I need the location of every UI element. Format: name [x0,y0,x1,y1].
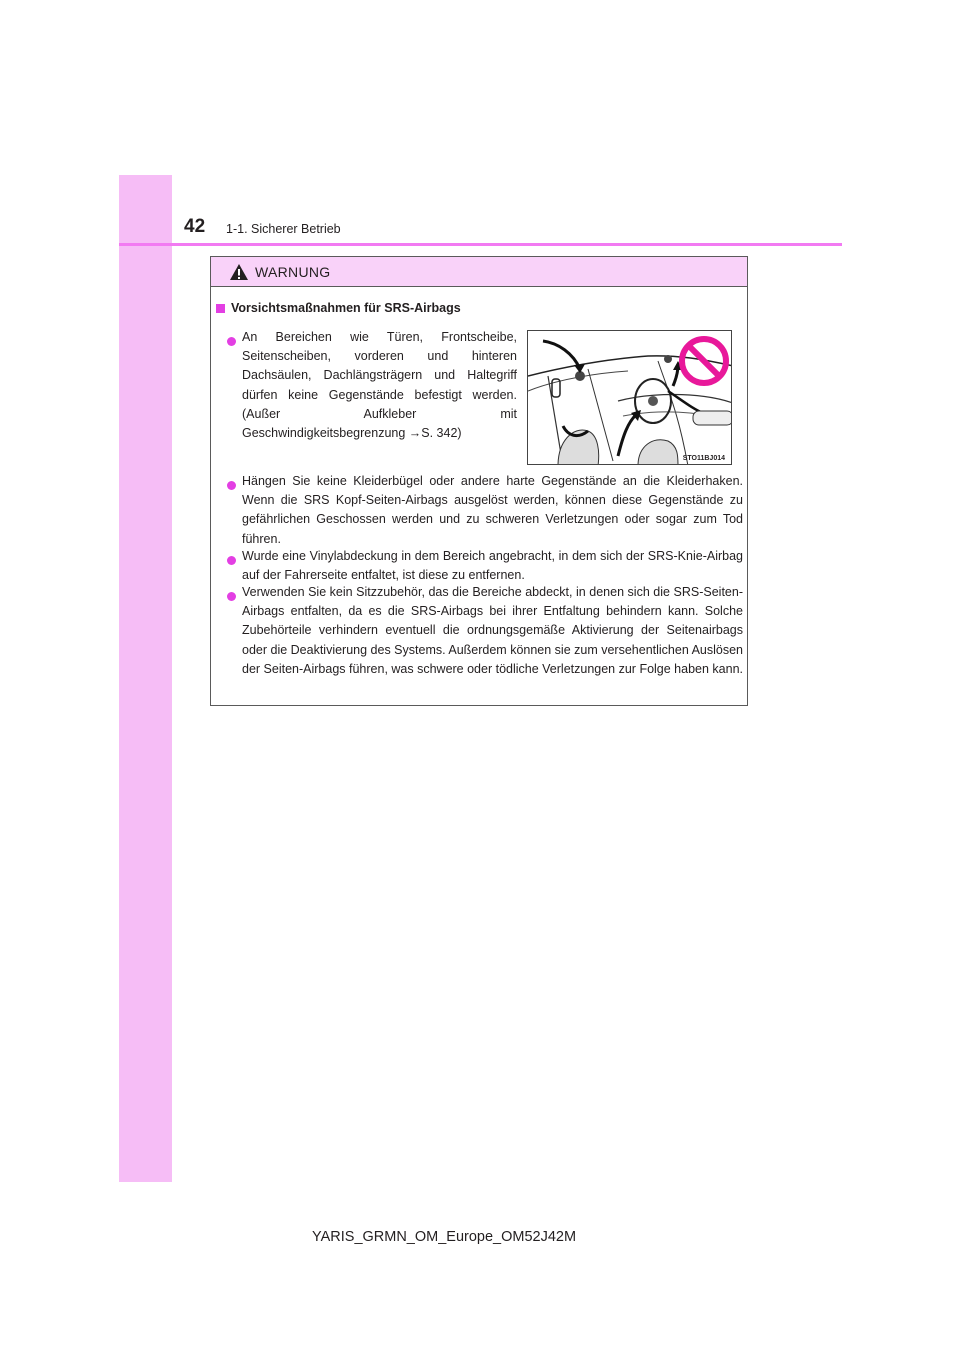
airbag-area-illustration [527,330,732,465]
warning-box [210,256,748,706]
warning-item-1: An Bereichen wie Türen, Frontscheibe, Seitenscheiben, vorderen und hinteren Dachsäulen, Dachlängsträgern und Haltegriff dürfen keine Gegenstände befestigt werden. (Außer Aufkleber mit Geschwindigkeitsbegrenzung →S. 342) [242,330,517,441]
page-sidebar-tab [119,175,172,1182]
subheading-text: Vorsichtsmaßnahmen für SRS-Airbags [231,301,461,315]
warning-item-4: Verwenden Sie kein Sitzzubehör, das die Bereiche abdeckt, in denen sich die SRS-Seiten-Airbags entfalten, da es die SRS-Airbags bei ihrer Entfaltung behindern kann. Solche Zubehörteile verhindern eventuell die ordnungsgemäße Aktivierung der Seitenairbags oder die Deaktivierung des Systems. Außerdem können sie zum versehentlichen Auslösen der Seiten-Airbags führen, was schwere oder tödliche Verletzungen zur Folge haben kann. [242,585,743,676]
bullet-icon [227,481,236,490]
warning-triangle-icon [229,263,249,281]
square-bullet-icon [216,304,225,313]
section-title: 1-1. Sicherer Betrieb [226,222,341,236]
bullet-icon [227,592,236,601]
page-number: 42 [184,216,206,237]
warning-subheading [216,301,461,315]
warning-item-3: Wurde eine Vinylabdeckung in dem Bereich angebracht, in dem sich der SRS-Knie-Airbag auf der Fahrerseite entfaltet, ist diese zu entfernen. [242,549,743,583]
header-divider [119,243,842,246]
image-code: STO11BJ014 [682,455,725,462]
bullet-icon [227,337,236,346]
prohibition-icon [678,335,730,387]
bullet-icon [227,556,236,565]
warning-item-2: Hängen Sie keine Kleiderbügel oder andere harte Gegenstände an die Kleiderhaken. Wenn die SRS Kopf-Seiten-Airbags ausgelöst werden, können diese Gegenstände zu gefährlichen Geschossen werden und zu schweren Verletzungen oder sogar zum Tod führen. [242,474,743,546]
warning-header [211,257,747,287]
document-id: YARIS_GRMN_OM_Europe_OM52J42M [312,1229,577,1245]
warning-title: WARNUNG [255,263,331,280]
